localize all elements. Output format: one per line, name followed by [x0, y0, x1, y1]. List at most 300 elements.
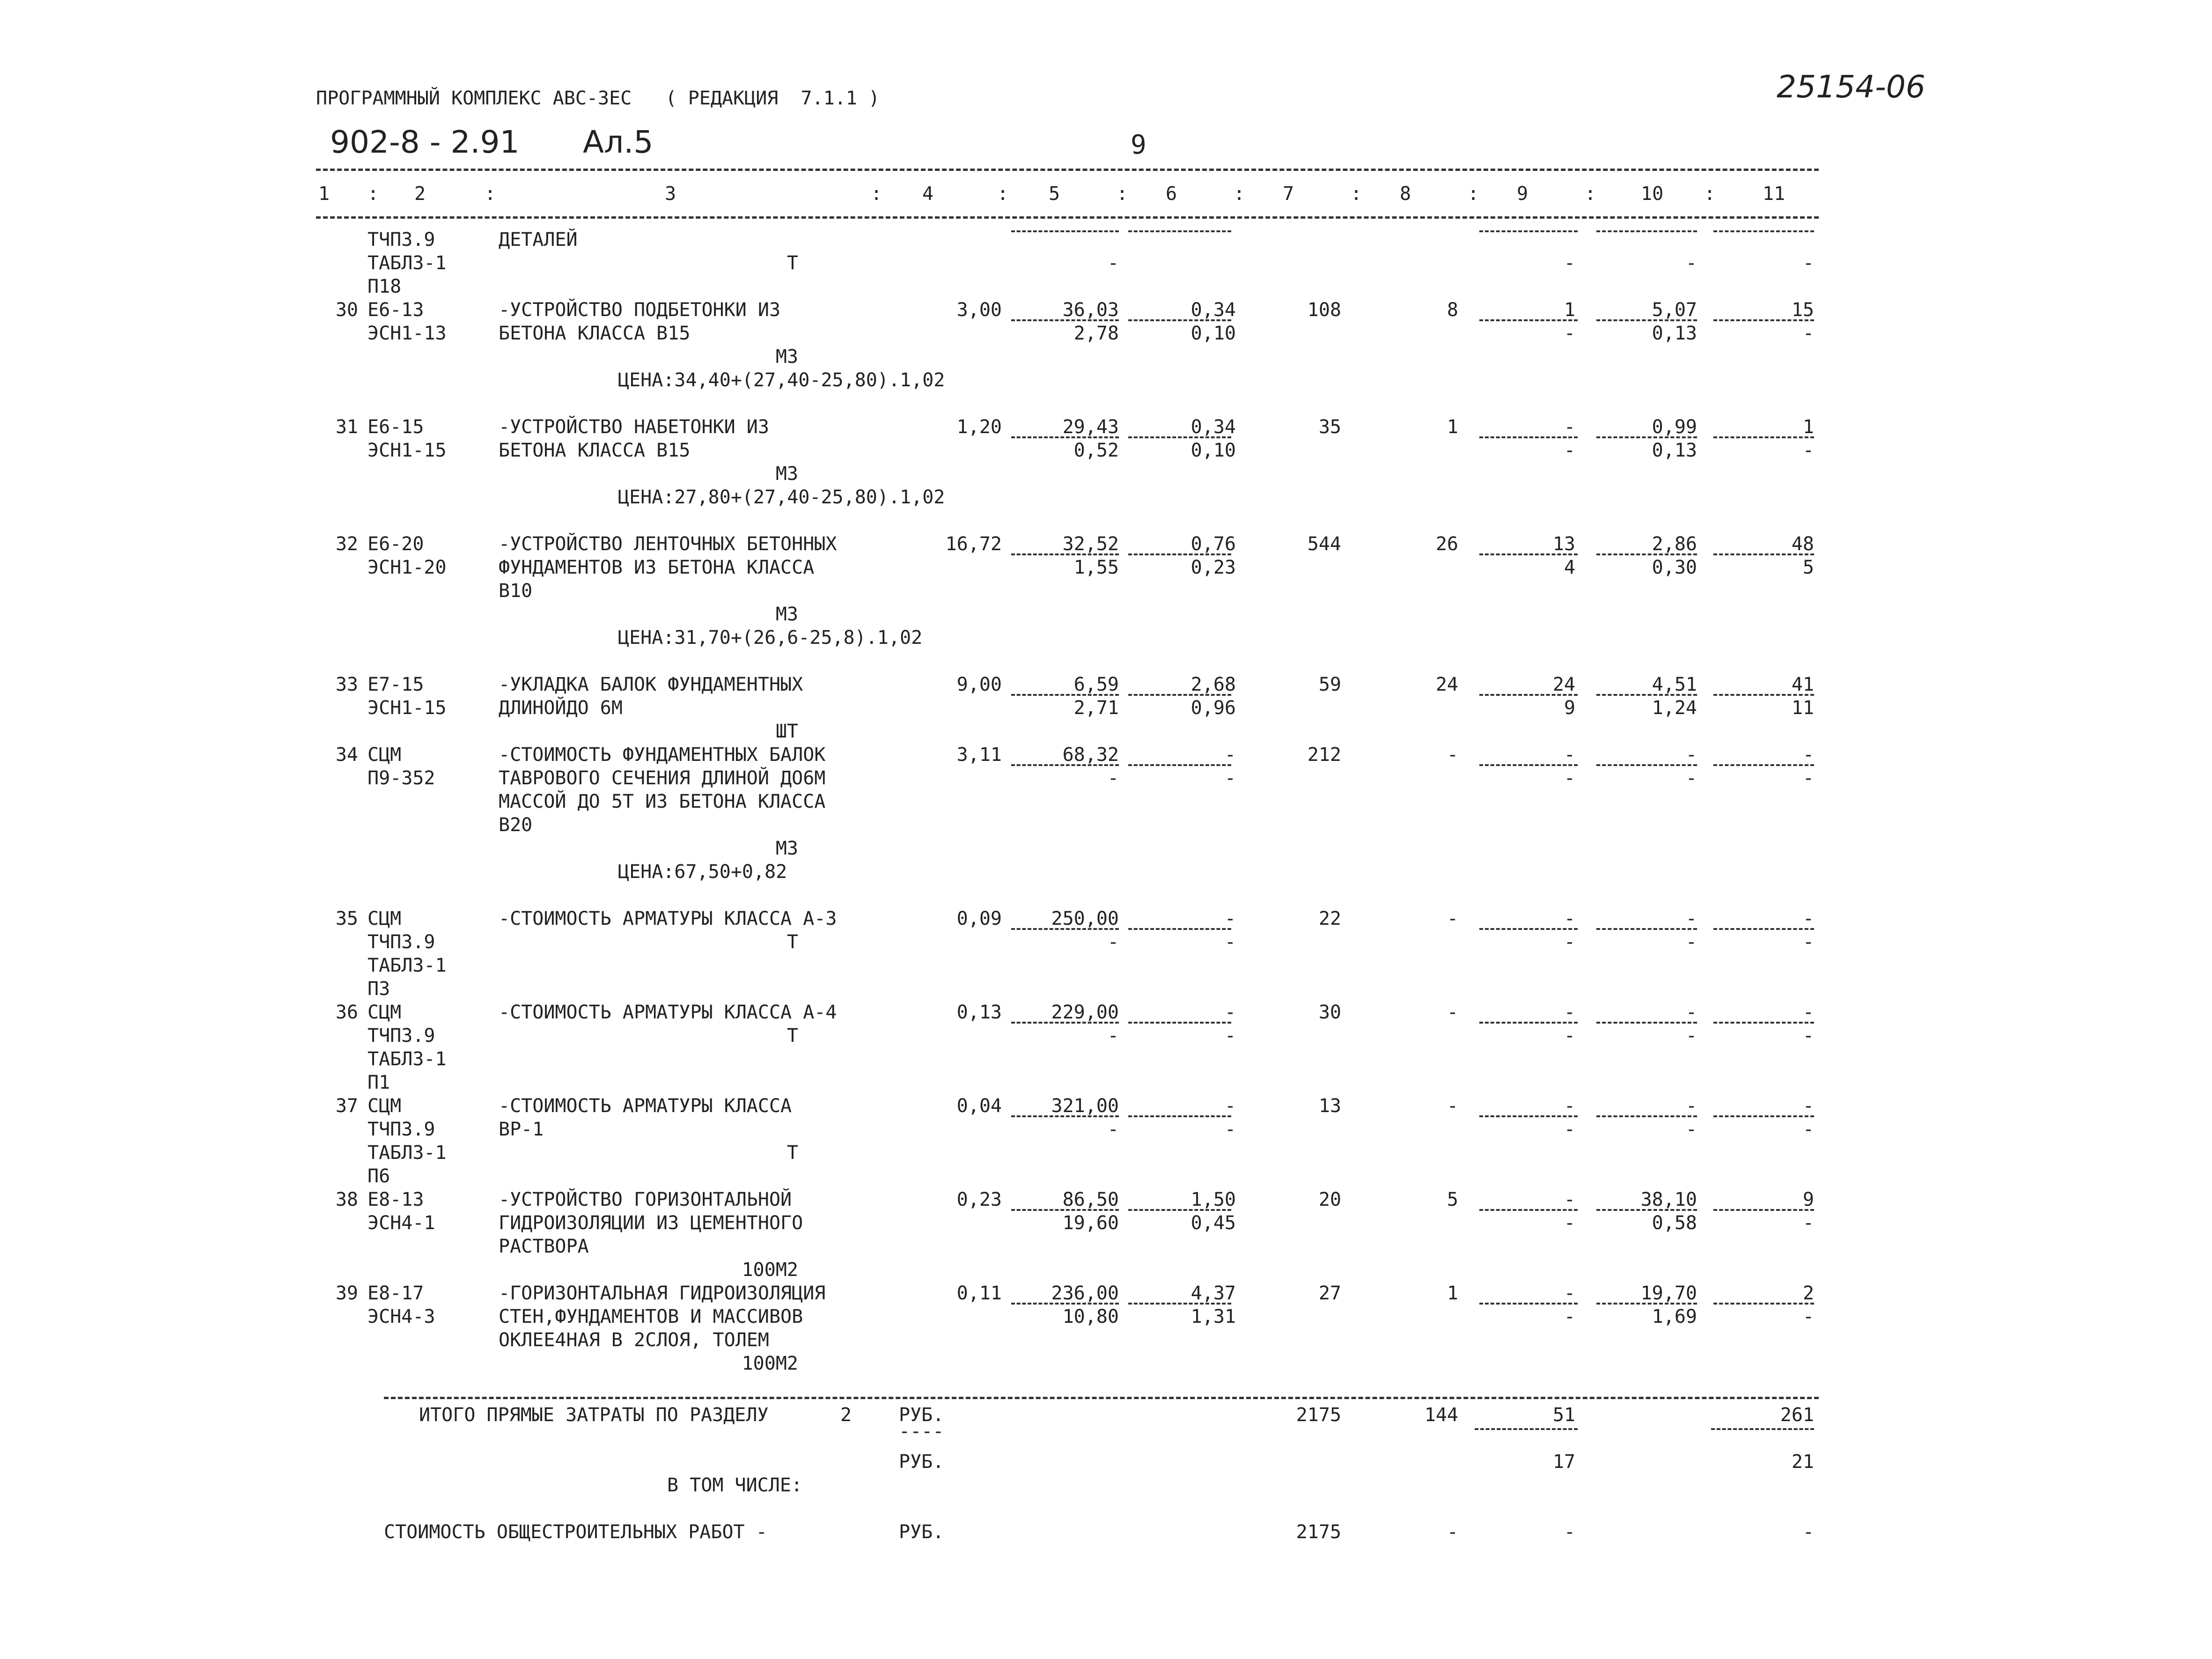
row-code: П18 [367, 276, 402, 297]
row-col9-sub: - [1564, 1025, 1575, 1047]
row-col11: 1 [1802, 416, 1814, 438]
row-col11: 2 [1802, 1283, 1814, 1304]
row-code: ЭСН1-13 [367, 323, 447, 344]
row-col10-dash [1596, 436, 1697, 438]
row-col6-sub: 0,10 [1191, 440, 1236, 461]
row-col8: 8 [1447, 299, 1458, 321]
row-col11: 48 [1791, 533, 1814, 555]
row-col6-sub: - [1224, 1025, 1236, 1047]
total-col9-dash [1475, 1428, 1578, 1430]
row-number: 38 [335, 1189, 358, 1210]
row-col7: 30 [1318, 1002, 1341, 1023]
row-col5-sub: 19,60 [1062, 1212, 1119, 1234]
row-col11-sub: 11 [1791, 697, 1814, 719]
row-number: 37 [335, 1095, 358, 1117]
row-col5-sub: 2,71 [1073, 697, 1119, 719]
row-col10-dash [1596, 1022, 1697, 1024]
row-col11: 15 [1791, 299, 1814, 321]
row-col11-sub: - [1802, 767, 1814, 789]
row-col5: 321,00 [1051, 1095, 1119, 1117]
general-col8: - [1447, 1521, 1458, 1543]
row-col10: - [1685, 908, 1697, 929]
row-price-formula: ЦЕНА:34,40+(27,40-25,80).1,02 [618, 369, 945, 391]
row-col7: 13 [1318, 1095, 1341, 1117]
row-number: 30 [335, 299, 358, 321]
row-col6-dash [1128, 1209, 1231, 1211]
row-col5-dash [1011, 1303, 1119, 1305]
document-number: 25154-06 [1777, 69, 1925, 105]
total-col9: 51 [1552, 1404, 1575, 1426]
row-col6-sub: - [1224, 767, 1236, 789]
row-col10-dash [1596, 1115, 1697, 1117]
row-col6-sub: - [1224, 931, 1236, 953]
row-quantity: 0,09 [956, 908, 1002, 929]
row-quantity: 16,72 [945, 533, 1002, 555]
row-col9: - [1564, 908, 1575, 929]
general-col7: 2175 [1296, 1521, 1341, 1543]
row-number: 39 [335, 1283, 358, 1304]
general-col9: - [1564, 1521, 1575, 1543]
row-col8: 1 [1447, 416, 1458, 438]
row-col10-dash [1596, 319, 1697, 321]
row-description: ФУНДАМЕНТОВ ИЗ БЕТОНА КЛАССА [499, 557, 815, 578]
total-col9-sub: 17 [1552, 1451, 1575, 1473]
row-description: ВР-1 [499, 1119, 544, 1140]
row-col10-dash [1596, 694, 1697, 696]
row-col8: 1 [1447, 1283, 1458, 1304]
row-col9-dash [1479, 694, 1578, 696]
row-col5-sub: - [1107, 252, 1119, 274]
row-code: Е8-13 [367, 1189, 424, 1210]
row-quantity: 0,04 [956, 1095, 1002, 1117]
row-description: ОКЛЕЕ4НАЯ В 2СЛОЯ, ТОЛЕМ [499, 1329, 769, 1351]
row-description: СТЕН,ФУНДАМЕНТОВ И МАССИВОВ [499, 1306, 803, 1327]
row-quantity: 0,23 [956, 1189, 1002, 1210]
row-col9-sub: 4 [1564, 557, 1575, 578]
row-col10-dash [1596, 230, 1697, 232]
row-description: В10 [499, 580, 533, 602]
row-description: -ГОРИЗОНТАЛЬНАЯ ГИДРОИЗОЛЯЦИЯ [499, 1283, 826, 1304]
row-price-formula: ЦЕНА:27,80+(27,40-25,80).1,02 [618, 487, 945, 508]
row-col5: 250,00 [1051, 908, 1119, 929]
row-description: РАСТВОРА [499, 1236, 589, 1257]
column-header-colon: : [367, 183, 379, 205]
row-col7: 212 [1307, 744, 1341, 766]
row-unit: ШТ [775, 721, 798, 742]
row-col6-sub: - [1224, 1119, 1236, 1140]
row-description: В20 [499, 814, 533, 836]
row-col10-sub: - [1685, 931, 1697, 953]
row-col5: 29,43 [1062, 416, 1119, 438]
row-col10: 19,70 [1640, 1283, 1697, 1304]
row-code: ТЧП3.9 [367, 229, 435, 251]
row-col11: - [1802, 908, 1814, 929]
row-col6: 0,34 [1191, 299, 1236, 321]
row-description: МАССОЙ ДО 5Т ИЗ БЕТОНА КЛАССА [499, 791, 826, 812]
row-col9-dash [1479, 1115, 1578, 1117]
row-col11-dash [1713, 694, 1814, 696]
row-col9: - [1564, 1189, 1575, 1210]
row-col5: 68,32 [1062, 744, 1119, 766]
row-col9: 24 [1552, 674, 1575, 695]
row-col6-sub: 0,45 [1191, 1212, 1236, 1234]
row-description: -УКЛАДКА БАЛОК ФУНДАМЕНТНЫХ [499, 674, 803, 695]
row-col9-sub: - [1564, 931, 1575, 953]
row-description: -УСТРОЙСТВО ПОДБЕТОНКИ ИЗ [499, 299, 781, 321]
column-header-colon: : [1117, 183, 1128, 205]
row-col9-dash [1479, 230, 1578, 232]
column-header-colon: : [997, 183, 1009, 205]
row-col5: 32,52 [1062, 533, 1119, 555]
row-code: СЦМ [367, 744, 402, 766]
row-code: ТЧП3.9 [367, 1119, 435, 1140]
total-col11-dash [1711, 1428, 1814, 1430]
project-code: 902-8 - 2.91 [330, 124, 520, 160]
row-quantity: 3,11 [956, 744, 1002, 766]
total-col11: 261 [1780, 1404, 1814, 1426]
row-code: СЦМ [367, 1095, 402, 1117]
row-col11: 41 [1791, 674, 1814, 695]
row-col7: 35 [1318, 416, 1341, 438]
currency-label-3: РУБ. [899, 1521, 944, 1543]
row-col11-dash [1713, 319, 1814, 321]
row-col6: 4,37 [1191, 1283, 1236, 1304]
total-col7: 2175 [1296, 1404, 1341, 1426]
row-col9: - [1564, 1095, 1575, 1117]
row-col5-dash [1011, 1022, 1119, 1024]
row-col6-sub: 0,23 [1191, 557, 1236, 578]
row-col5-sub: - [1107, 1119, 1119, 1140]
row-code: ЭСН4-3 [367, 1306, 435, 1327]
row-col10-sub: 0,13 [1652, 323, 1697, 344]
row-col10-sub: - [1685, 767, 1697, 789]
row-col11: 9 [1802, 1189, 1814, 1210]
row-description: -УСТРОЙСТВО ЛЕНТОЧНЫХ БЕТОННЫХ [499, 533, 837, 555]
row-col6-dash [1128, 1303, 1231, 1305]
currency-label: РУБ. [899, 1404, 944, 1426]
row-col10: - [1685, 1002, 1697, 1023]
row-col11-sub: - [1802, 440, 1814, 461]
row-unit: 100М2 [742, 1353, 798, 1374]
currency-underline: ---- [899, 1421, 944, 1442]
row-col6: 1,50 [1191, 1189, 1236, 1210]
row-description: -УСТРОЙСТВО ГОРИЗОНТАЛЬНОЙ [499, 1189, 792, 1210]
row-col9-dash [1479, 319, 1578, 321]
column-header-4: 4 [922, 183, 934, 205]
row-col11-sub: - [1802, 323, 1814, 344]
row-col11-dash [1713, 928, 1814, 930]
row-col7: 20 [1318, 1189, 1341, 1210]
row-code: Е7-15 [367, 674, 424, 695]
row-col11-dash [1713, 1115, 1814, 1117]
row-col9: 1 [1564, 299, 1575, 321]
row-unit: 100М2 [742, 1259, 798, 1281]
row-col9: - [1564, 1283, 1575, 1304]
row-col7: 27 [1318, 1283, 1341, 1304]
row-code: Е6-15 [367, 416, 424, 438]
row-quantity: 0,13 [956, 1002, 1002, 1023]
including-label: В ТОМ ЧИСЛЕ: [667, 1475, 802, 1496]
row-description: ДЕТАЛЕЙ [499, 229, 578, 251]
row-col9-sub: - [1564, 440, 1575, 461]
row-col10-sub: 1,69 [1652, 1306, 1697, 1327]
row-col6-sub: 1,31 [1191, 1306, 1236, 1327]
row-col6-dash [1128, 553, 1231, 555]
row-col11: - [1802, 1095, 1814, 1117]
row-col7: 22 [1318, 908, 1341, 929]
row-description: ГИДРОИЗОЛЯЦИИ ИЗ ЦЕМЕНТНОГО [499, 1212, 803, 1234]
column-header-1: 1 [318, 183, 330, 205]
row-description: -СТОИМОСТЬ ФУНДАМЕНТНЫХ БАЛОК [499, 744, 826, 766]
row-col11-sub: - [1802, 931, 1814, 953]
row-col8: - [1447, 908, 1458, 929]
row-code: ТАБЛ3-1 [367, 252, 447, 274]
row-col10: 0,99 [1652, 416, 1697, 438]
general-works-label: СТОИМОСТЬ ОБЩЕСТРОИТЕЛЬНЫХ РАБОТ - [384, 1521, 767, 1543]
row-col10-sub: 0,30 [1652, 557, 1697, 578]
row-col11-dash [1713, 436, 1814, 438]
column-header-colon: : [1704, 183, 1716, 205]
total-col11-sub: 21 [1791, 1451, 1814, 1473]
column-header-colon: : [1351, 183, 1362, 205]
page-number: 9 [1131, 130, 1146, 160]
row-number: 31 [335, 416, 358, 438]
row-col5-sub: 10,80 [1062, 1306, 1119, 1327]
row-col5: 36,03 [1062, 299, 1119, 321]
row-unit: Т [786, 1025, 798, 1047]
row-code: ЭСН1-15 [367, 440, 447, 461]
row-col5-dash [1011, 319, 1119, 321]
row-quantity: 1,20 [956, 416, 1002, 438]
row-code: П6 [367, 1165, 390, 1187]
row-col6: - [1224, 744, 1236, 766]
row-col10-sub: 1,24 [1652, 697, 1697, 719]
row-col8: - [1447, 1002, 1458, 1023]
row-description: ТАВРОВОГО СЕЧЕНИЯ ДЛИНОЙ ДО6М [499, 767, 826, 789]
row-col10-dash [1596, 928, 1697, 930]
row-description: -СТОИМОСТЬ АРМАТУРЫ КЛАССА А-4 [499, 1002, 837, 1023]
general-col11: - [1802, 1521, 1814, 1543]
row-code: СЦМ [367, 1002, 402, 1023]
row-col9-sub: 9 [1564, 697, 1575, 719]
row-col6-dash [1128, 1022, 1231, 1024]
row-col7: 108 [1307, 299, 1341, 321]
header-separator-top [316, 169, 1819, 171]
column-header-colon: : [1585, 183, 1596, 205]
row-col10-sub: - [1685, 1025, 1697, 1047]
row-col11-sub: - [1802, 1212, 1814, 1234]
row-number: 32 [335, 533, 358, 555]
row-col10: 38,10 [1640, 1189, 1697, 1210]
direct-costs-label: ИТОГО ПРЯМЫЕ ЗАТРАТЫ ПО РАЗДЕЛУ [419, 1404, 769, 1426]
row-col10-sub: 0,13 [1652, 440, 1697, 461]
row-col11-dash [1713, 764, 1814, 766]
column-header-colon: : [1468, 183, 1479, 205]
row-col5-dash [1011, 764, 1119, 766]
column-header-2: 2 [414, 183, 426, 205]
row-col9: - [1564, 744, 1575, 766]
row-col9-sub: - [1564, 767, 1575, 789]
row-code: П1 [367, 1072, 390, 1093]
row-unit: М3 [775, 346, 798, 368]
row-col11-dash [1713, 230, 1814, 232]
row-unit: М3 [775, 604, 798, 625]
row-code: СЦМ [367, 908, 402, 929]
row-col5-dash [1011, 553, 1119, 555]
row-col8: - [1447, 1095, 1458, 1117]
row-col11-sub: - [1802, 1025, 1814, 1047]
row-col9-sub: - [1564, 323, 1575, 344]
row-col11-sub: - [1802, 1306, 1814, 1327]
row-code: ЭСН4-1 [367, 1212, 435, 1234]
row-col5-sub: - [1107, 931, 1119, 953]
column-header-11: 11 [1763, 183, 1786, 205]
row-col5-dash [1011, 928, 1119, 930]
row-col10: 5,07 [1652, 299, 1697, 321]
row-description: БЕТОНА КЛАССА В15 [499, 323, 691, 344]
row-col11-dash [1713, 1303, 1814, 1305]
row-col7: 59 [1318, 674, 1341, 695]
row-col5-sub: 1,55 [1073, 557, 1119, 578]
column-header-10: 10 [1641, 183, 1664, 205]
row-col10-dash [1596, 1303, 1697, 1305]
row-col8: 5 [1447, 1189, 1458, 1210]
row-code: П3 [367, 978, 390, 1000]
row-col9-sub: - [1564, 1119, 1575, 1140]
row-col6-dash [1128, 1115, 1231, 1117]
totals-separator [384, 1397, 1819, 1399]
row-col11-dash [1713, 1022, 1814, 1024]
row-number: 36 [335, 1002, 358, 1023]
row-col10-sub: - [1685, 252, 1697, 274]
row-col6-sub: 0,96 [1191, 697, 1236, 719]
row-col9: - [1564, 416, 1575, 438]
column-header-7: 7 [1283, 183, 1294, 205]
row-code: ТАБЛ3-1 [367, 955, 447, 976]
row-code: ТАБЛ3-1 [367, 1142, 447, 1164]
row-description: БЕТОНА КЛАССА В15 [499, 440, 691, 461]
row-col9-sub: - [1564, 252, 1575, 274]
row-col5-dash [1011, 436, 1119, 438]
row-col10-sub: 0,58 [1652, 1212, 1697, 1234]
row-description: -СТОИМОСТЬ АРМАТУРЫ КЛАССА А-3 [499, 908, 837, 929]
row-description: -УСТРОЙСТВО НАБЕТОНКИ ИЗ [499, 416, 769, 438]
row-col10: 4,51 [1652, 674, 1697, 695]
currency-label-2: РУБ. [899, 1451, 944, 1473]
row-col9: 13 [1552, 533, 1575, 555]
row-col6-dash [1128, 436, 1231, 438]
program-header: ПРОГРАММНЫЙ КОМПЛЕКС АВС-3ЕС ( РЕДАКЦИЯ 7.1.1 ) [316, 88, 880, 109]
row-col10: - [1685, 744, 1697, 766]
row-unit: Т [786, 1142, 798, 1164]
row-col7: 544 [1307, 533, 1341, 555]
row-col5: 229,00 [1051, 1002, 1119, 1023]
row-unit: Т [786, 252, 798, 274]
row-col10-dash [1596, 553, 1697, 555]
row-price-formula: ЦЕНА:31,70+(26,6-25,8).1,02 [618, 627, 923, 649]
row-col6-sub: 0,10 [1191, 323, 1236, 344]
row-col6-dash [1128, 319, 1231, 321]
row-col10-dash [1596, 764, 1697, 766]
row-unit: М3 [775, 463, 798, 485]
sheet-label: Ал.5 [583, 124, 654, 160]
row-col6: 0,76 [1191, 533, 1236, 555]
row-col5: 236,00 [1051, 1283, 1119, 1304]
row-col6-dash [1128, 928, 1231, 930]
row-quantity: 3,00 [956, 299, 1002, 321]
column-header-6: 6 [1166, 183, 1177, 205]
row-col10: - [1685, 1095, 1697, 1117]
row-code: П9-352 [367, 767, 435, 789]
row-quantity: 9,00 [956, 674, 1002, 695]
row-col5-dash [1011, 1115, 1119, 1117]
row-unit: М3 [775, 838, 798, 859]
row-col5-sub: - [1107, 1025, 1119, 1047]
row-col11-sub: - [1802, 1119, 1814, 1140]
row-col5-dash [1011, 1209, 1119, 1211]
row-col6: - [1224, 908, 1236, 929]
row-col5-sub: - [1107, 767, 1119, 789]
row-code: Е6-20 [367, 533, 424, 555]
row-col6-dash [1128, 764, 1231, 766]
column-header-colon: : [871, 183, 882, 205]
row-price-formula: ЦЕНА:67,50+0,82 [618, 861, 787, 883]
row-number: 33 [335, 674, 358, 695]
row-col11: - [1802, 1002, 1814, 1023]
row-col10-sub: - [1685, 1119, 1697, 1140]
row-code: ТЧП3.9 [367, 1025, 435, 1047]
row-col9-sub: - [1564, 1212, 1575, 1234]
row-description: -СТОИМОСТЬ АРМАТУРЫ КЛАССА [499, 1095, 792, 1117]
row-col6: - [1224, 1095, 1236, 1117]
row-col9-sub: - [1564, 1306, 1575, 1327]
row-col5-sub: 0,52 [1073, 440, 1119, 461]
row-col11-sub: 5 [1802, 557, 1814, 578]
row-col6-dash [1128, 694, 1231, 696]
column-header-9: 9 [1517, 183, 1529, 205]
column-header-5: 5 [1049, 183, 1060, 205]
row-col9-dash [1479, 553, 1578, 555]
row-number: 34 [335, 744, 358, 766]
row-col8: - [1447, 744, 1458, 766]
row-col5-dash [1011, 230, 1119, 232]
row-col5-dash [1011, 694, 1119, 696]
row-col5: 86,50 [1062, 1189, 1119, 1210]
total-col8: 144 [1424, 1404, 1458, 1426]
row-col9-dash [1479, 1022, 1578, 1024]
row-col6: 2,68 [1191, 674, 1236, 695]
row-code: ЭСН1-20 [367, 557, 447, 578]
row-code: ТАБЛ3-1 [367, 1048, 447, 1070]
row-col6: 0,34 [1191, 416, 1236, 438]
row-col5-sub: 2,78 [1073, 323, 1119, 344]
row-col9: - [1564, 1002, 1575, 1023]
column-header-colon: : [1234, 183, 1245, 205]
row-unit: Т [786, 931, 798, 953]
header-separator-bottom [316, 216, 1819, 219]
column-header-8: 8 [1400, 183, 1411, 205]
row-code: ЭСН1-15 [367, 697, 447, 719]
row-col9-dash [1479, 436, 1578, 438]
row-col9-dash [1479, 764, 1578, 766]
row-col10: 2,86 [1652, 533, 1697, 555]
column-header-colon: : [485, 183, 496, 205]
row-number: 35 [335, 908, 358, 929]
row-code: ТЧП3.9 [367, 931, 435, 953]
row-col11-dash [1713, 1209, 1814, 1211]
row-col9-dash [1479, 928, 1578, 930]
section-number: 2 [840, 1404, 852, 1426]
